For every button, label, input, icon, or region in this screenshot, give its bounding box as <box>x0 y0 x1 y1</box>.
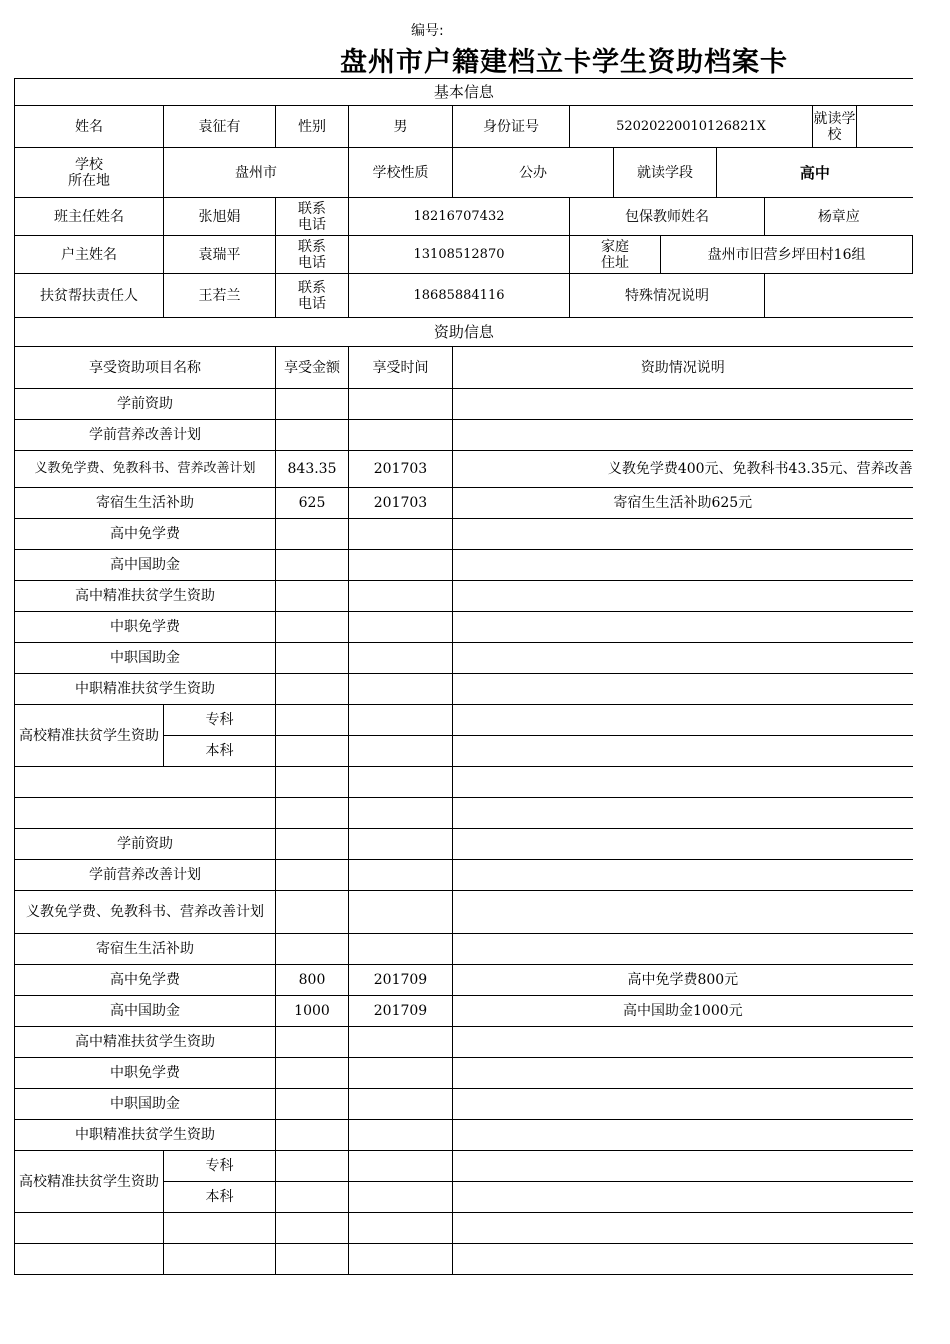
aid-item-amount <box>276 736 349 767</box>
address-value: 盘州市旧营乡坪田村16组 <box>661 236 913 274</box>
householder-label: 户主姓名 <box>15 236 164 274</box>
id-number-value: 52020220010126821X <box>570 106 813 148</box>
aid-item-name: 中职国助金 <box>15 643 276 674</box>
aid-item-time <box>349 612 453 643</box>
aid-item-name: 学前资助 <box>15 389 276 420</box>
aid-item-name: 中职免学费 <box>15 612 276 643</box>
school-type-value: 公办 <box>453 148 614 198</box>
teacher-phone-label: 联系 电话 <box>276 198 349 236</box>
blank-row-cell <box>15 767 276 798</box>
aid-item-desc <box>453 674 913 705</box>
aid-item-desc <box>453 1089 913 1120</box>
aid-item-amount: 843.35 <box>276 451 349 488</box>
blank-row-cell <box>349 767 453 798</box>
mentor-value: 杨章应 <box>765 198 913 236</box>
aid-item-name: 高中免学费 <box>15 519 276 550</box>
gender-label: 性别 <box>276 106 349 148</box>
aid-item-time <box>349 550 453 581</box>
aid-person-phone-label: 联系 电话 <box>276 274 349 318</box>
aid-item-desc <box>453 581 913 612</box>
aid-item-amount <box>276 420 349 451</box>
school-location-label: 学校 所在地 <box>15 148 164 198</box>
blank-row-cell <box>15 1213 164 1244</box>
aid-item-time <box>349 705 453 736</box>
student-aid-card <box>14 78 913 1275</box>
name-value: 袁征有 <box>164 106 276 148</box>
aid-item-time: 201709 <box>349 965 453 996</box>
aid-item-name: 高中国助金 <box>15 996 276 1027</box>
aid-item-desc <box>453 1151 913 1182</box>
aid-item-desc <box>453 934 913 965</box>
aid-item-name: 高中精准扶贫学生资助 <box>15 1027 276 1058</box>
aid-item-name: 学前营养改善计划 <box>15 420 276 451</box>
aid-person-phone-value: 18685884116 <box>349 274 570 318</box>
aid-item-time <box>349 1151 453 1182</box>
blank-row-cell <box>453 1213 913 1244</box>
aid-item-amount <box>276 612 349 643</box>
aid-item-name: 学前资助 <box>15 829 276 860</box>
aid-item-desc <box>453 1058 913 1089</box>
school-type-label: 学校性质 <box>349 148 453 198</box>
mentor-label: 包保教师姓名 <box>570 198 765 236</box>
blank-row-cell <box>164 1244 276 1275</box>
aid-item-name: 学前营养改善计划 <box>15 860 276 891</box>
aid-info-header: 资助信息 <box>15 318 913 347</box>
address-label: 家庭 住址 <box>570 236 661 274</box>
school-label: 就读学校 <box>813 106 857 148</box>
col-time-header: 享受时间 <box>349 347 453 389</box>
aid-item-name: 中职精准扶贫学生资助 <box>15 1120 276 1151</box>
blank-row-cell <box>453 798 913 829</box>
stage-value: 高中 <box>717 148 913 198</box>
aid-item-desc: 高中免学费800元 <box>453 965 913 996</box>
aid-item-desc <box>453 1182 913 1213</box>
aid-item-amount <box>276 1120 349 1151</box>
aid-item-amount <box>276 674 349 705</box>
aid-item-name: 中职国助金 <box>15 1089 276 1120</box>
aid-item-amount <box>276 705 349 736</box>
aid-item-time: 201709 <box>349 996 453 1027</box>
aid-item-amount <box>276 829 349 860</box>
aid-item-amount: 800 <box>276 965 349 996</box>
blank-row-cell <box>453 767 913 798</box>
col-desc-header: 资助情况说明 <box>453 347 913 389</box>
aid-item-name: 义教免学费、免教科书、营养改善计划 <box>15 891 276 934</box>
aid-item-amount <box>276 581 349 612</box>
aid-item-amount: 625 <box>276 488 349 519</box>
aid-item-time <box>349 643 453 674</box>
aid-item-amount <box>276 1027 349 1058</box>
blank-row-cell <box>276 798 349 829</box>
aid-item-desc <box>453 612 913 643</box>
aid-item-desc <box>453 550 913 581</box>
aid-item-name: 高中免学费 <box>15 965 276 996</box>
householder-value: 袁瑞平 <box>164 236 276 274</box>
school-location-value: 盘州市 <box>164 148 349 198</box>
aid-item-time: 201703 <box>349 451 453 488</box>
aid-item-time <box>349 736 453 767</box>
bachelor-label: 本科 <box>164 736 276 767</box>
aid-item-time <box>349 860 453 891</box>
aid-item-name: 寄宿生生活补助 <box>15 934 276 965</box>
teacher-label: 班主任姓名 <box>15 198 164 236</box>
aid-item-time <box>349 1027 453 1058</box>
blank-row-cell <box>349 1213 453 1244</box>
aid-item-amount <box>276 1182 349 1213</box>
householder-phone-label: 联系 电话 <box>276 236 349 274</box>
aid-item-desc: 寄宿生生活补助625元 <box>453 488 913 519</box>
blank-row-cell <box>349 798 453 829</box>
blank-row-cell <box>276 1244 349 1275</box>
aid-item-time <box>349 1058 453 1089</box>
aid-item-amount <box>276 934 349 965</box>
aid-item-name: 高中精准扶贫学生资助 <box>15 581 276 612</box>
aid-item-time <box>349 829 453 860</box>
col-amount-header: 享受金额 <box>276 347 349 389</box>
aid-item-amount <box>276 860 349 891</box>
aid-item-amount <box>276 1089 349 1120</box>
blank-row-cell <box>453 1244 913 1275</box>
aid-item-amount <box>276 1058 349 1089</box>
aid-item-desc <box>453 829 913 860</box>
blank-row-cell <box>15 1244 164 1275</box>
aid-item-time <box>349 519 453 550</box>
aid-item-time <box>349 581 453 612</box>
aid-item-amount <box>276 1151 349 1182</box>
aid-item-time <box>349 934 453 965</box>
aid-item-desc <box>453 643 913 674</box>
aid-item-desc <box>453 1120 913 1151</box>
special-label: 特殊情况说明 <box>570 274 765 318</box>
page-title: 盘州市户籍建档立卡学生资助档案卡 <box>340 47 788 78</box>
aid-item-time <box>349 420 453 451</box>
bachelor-label: 本科 <box>164 1182 276 1213</box>
aid-item-time <box>349 1089 453 1120</box>
col-item-header: 享受资助项目名称 <box>15 347 276 389</box>
name-label: 姓名 <box>15 106 164 148</box>
aid-item-time <box>349 674 453 705</box>
aid-item-desc <box>453 705 913 736</box>
aid-item-time <box>349 389 453 420</box>
stage-label: 就读学段 <box>614 148 717 198</box>
aid-item-time: 201703 <box>349 488 453 519</box>
aid-item-name: 中职免学费 <box>15 1058 276 1089</box>
blank-row-cell <box>276 1213 349 1244</box>
aid-person-value: 王若兰 <box>164 274 276 318</box>
teacher-phone-value: 18216707432 <box>349 198 570 236</box>
gender-value: 男 <box>349 106 453 148</box>
specialist-label: 专科 <box>164 1151 276 1182</box>
householder-phone-value: 13108512870 <box>349 236 570 274</box>
tertiary-aid-label: 高校精准扶贫学生资助 <box>15 705 164 767</box>
aid-item-desc <box>453 1027 913 1058</box>
aid-item-desc <box>453 519 913 550</box>
basic-info-header: 基本信息 <box>15 79 913 106</box>
aid-item-amount <box>276 519 349 550</box>
aid-item-desc: 高中国助金1000元 <box>453 996 913 1027</box>
teacher-value: 张旭娟 <box>164 198 276 236</box>
special-value <box>765 274 913 318</box>
aid-item-desc <box>453 420 913 451</box>
aid-item-time <box>349 891 453 934</box>
id-label: 身份证号 <box>453 106 570 148</box>
blank-row-cell <box>349 1244 453 1275</box>
aid-item-name: 高中国助金 <box>15 550 276 581</box>
aid-item-time <box>349 1182 453 1213</box>
aid-item-desc <box>453 736 913 767</box>
aid-item-time <box>349 1120 453 1151</box>
tertiary-aid-label: 高校精准扶贫学生资助 <box>15 1151 164 1213</box>
aid-item-amount: 1000 <box>276 996 349 1027</box>
specialist-label: 专科 <box>164 705 276 736</box>
aid-item-desc <box>453 389 913 420</box>
blank-row-cell <box>276 767 349 798</box>
aid-item-amount <box>276 891 349 934</box>
aid-item-name: 中职精准扶贫学生资助 <box>15 674 276 705</box>
school-value <box>857 106 913 148</box>
blank-row-cell <box>15 798 276 829</box>
aid-item-name: 义教免学费、免教科书、营养改善计划 <box>15 451 276 488</box>
aid-item-amount <box>276 550 349 581</box>
aid-item-name: 寄宿生生活补助 <box>15 488 276 519</box>
aid-item-amount <box>276 643 349 674</box>
serial-number-label: 编号: <box>411 23 444 39</box>
aid-item-amount <box>276 389 349 420</box>
aid-item-desc: 义教免学费400元、免教科书43.35元、营养改善 <box>453 451 913 488</box>
aid-item-desc <box>453 860 913 891</box>
aid-person-label: 扶贫帮扶责任人 <box>15 274 164 318</box>
blank-row-cell <box>164 1213 276 1244</box>
aid-item-desc <box>453 891 913 934</box>
